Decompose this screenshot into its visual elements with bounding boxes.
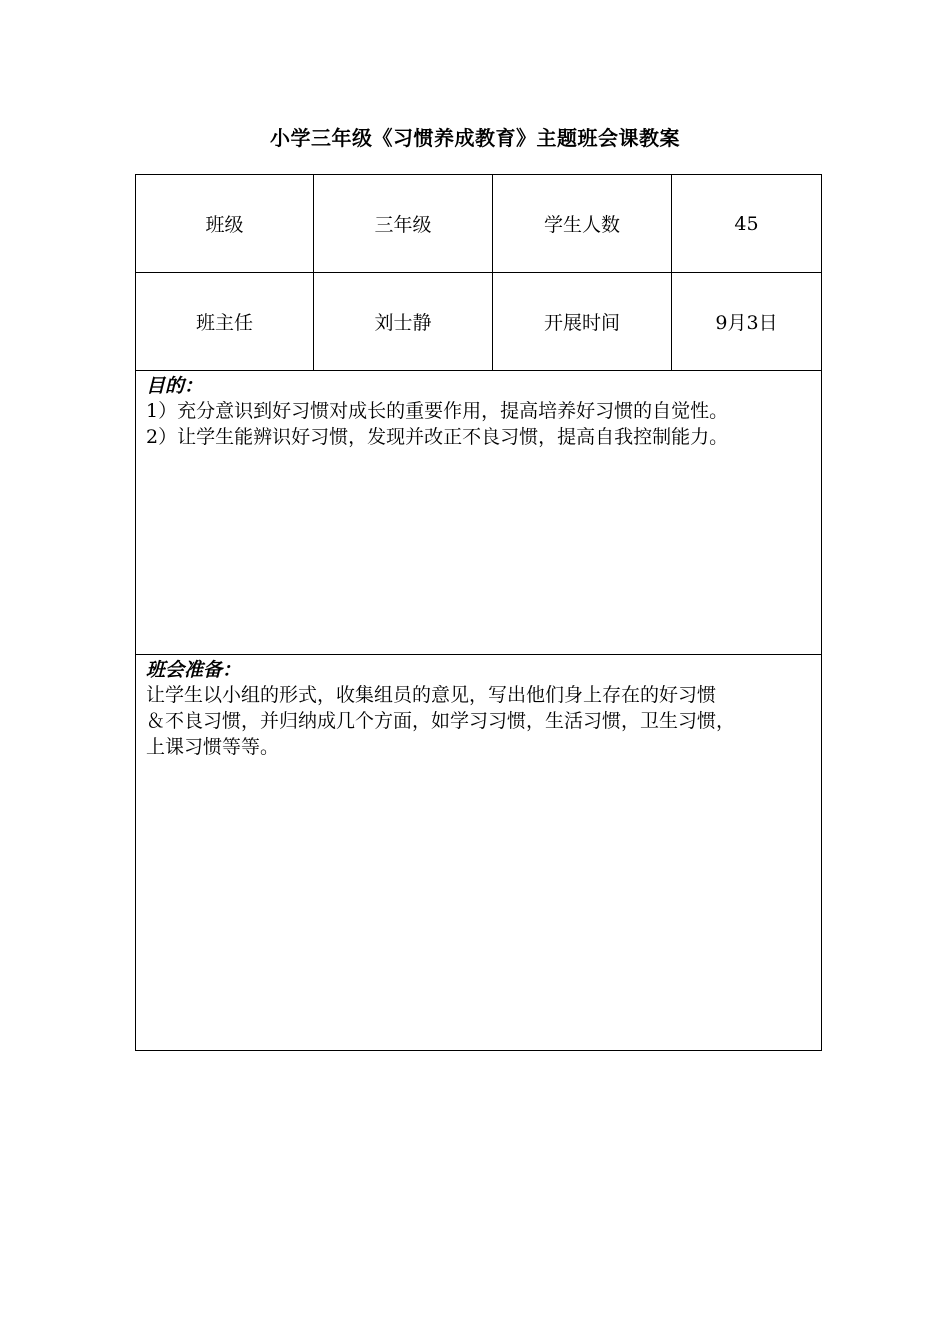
student-count-label: 学生人数 [493,175,672,273]
head-teacher-value: 刘士静 [314,273,493,371]
class-value: 三年级 [314,175,493,273]
preparation-section [136,655,822,1051]
table-row-teacher-info [136,273,822,371]
purpose-heading: 目的： [146,375,204,397]
preparation-line-3: 上课习惯等等。 [146,736,280,758]
table-row-preparation [136,655,822,1051]
preparation-heading: 班会准备： [146,659,242,681]
student-count-value: 45 [672,175,822,273]
table-row-purpose [136,371,822,655]
preparation-line-1: 让学生以小组的形式，收集组员的意见，写出他们身上存在的好习惯 [146,684,717,706]
purpose-section [136,371,822,655]
purpose-line-1: 1）充分意识到好习惯对成长的重要作用，提高培养好习惯的自觉性。 [146,400,729,422]
preparation-line-2: ＆不良习惯，并归纳成几个方面，如学习习惯，生活习惯，卫生习惯， [146,710,736,732]
lesson-plan-table [135,174,822,1051]
table-row-class-info [136,175,822,273]
head-teacher-label: 班主任 [136,273,314,371]
date-label: 开展时间 [493,273,672,371]
class-label: 班级 [136,175,314,273]
page-title: 小学三年级《习惯养成教育》主题班会课教案 [270,126,680,150]
purpose-line-2: 2）让学生能辨识好习惯，发现并改正不良习惯，提高自我控制能力。 [146,426,729,448]
date-value: 9月3日 [672,273,822,371]
